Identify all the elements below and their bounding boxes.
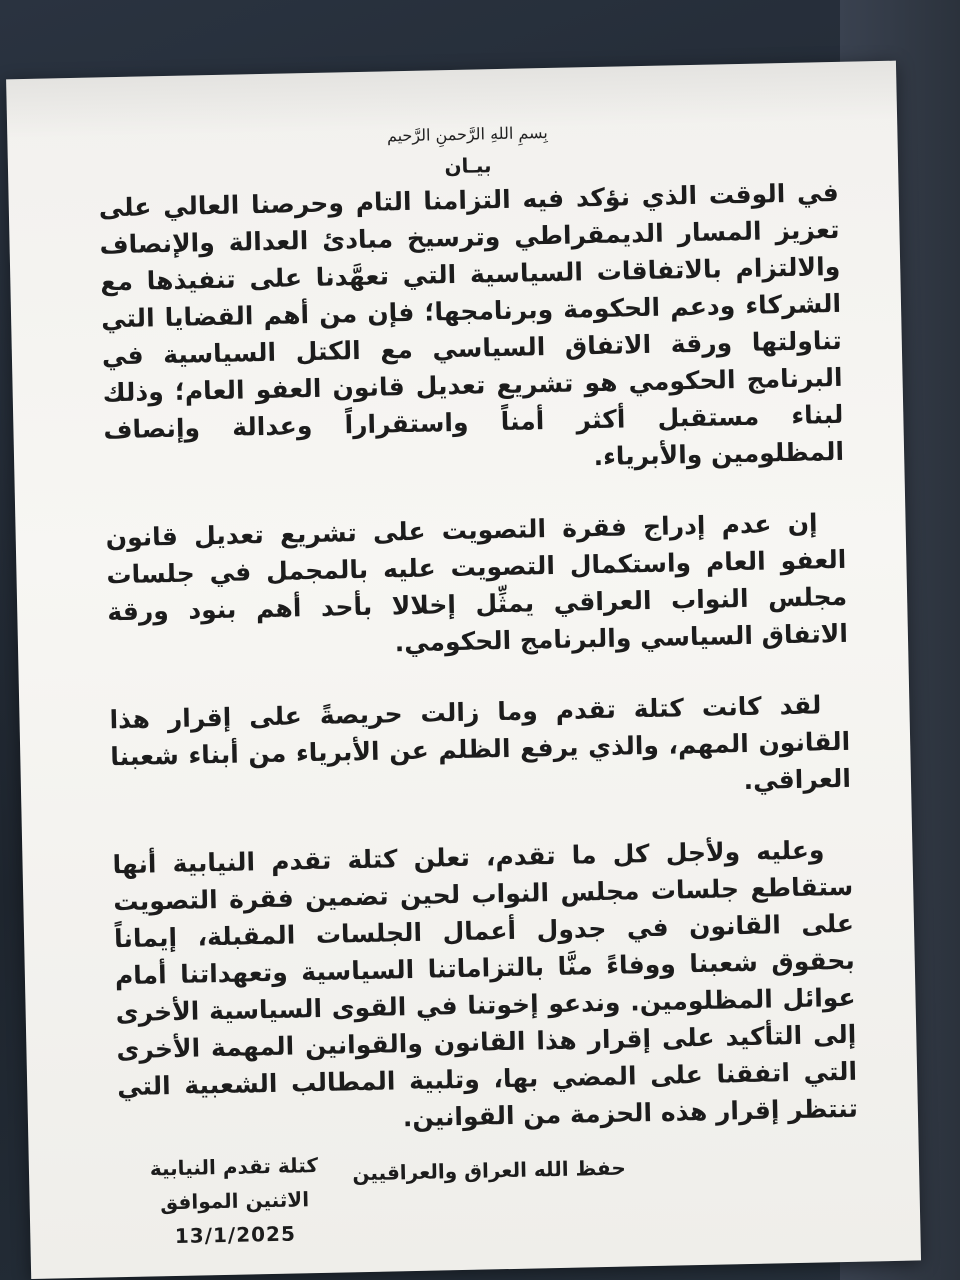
- signature-day: الاثنين الموافق: [159, 1187, 310, 1215]
- closing-line: حفظ الله العراق والعراقيين: [352, 1155, 626, 1186]
- paragraph-1: في الوقت الذي نؤكد فيه التزامنا التام وحرصنا العالي على تعزيز المسار الديمقراطي وترسيخ مبادئ العدالة والإنصاف والالتزام بالاتفاقات السياسية التي تعهَّدنا على تنفيذها مع الشركاء ودعم الحكومة وبرنامجها؛ فإن من أهم القضايا التي تناولتها ورقة الاتفاق السياسي مع الكتل السياسية في البرنامج الحكومي هو تشريع تعديل قانون العفو العام؛ وذلك لبناء مستقبل أكثر أمناً واستقراراً وعدالة وإنصاف المظلومين والأبرياء.: [98, 177, 845, 472]
- paragraph-3: لقد كانت كتلة تقدم وما زالت حريصةً على إقرار هذا القانون المهم، والذي يرفع الظلم عن الأبرياء من أبناء شعبنا العراقي.: [109, 690, 852, 796]
- paragraph-4: وعليه ولأجل كل ما تقدم، تعلن كتلة تقدم النيابية أنها ستقاطع جلسات مجلس النواب لحين تضمين فقرة التصويت على القانون في جدول أعمال الجلسات المقبلة، إيماناً بحقوق شعبنا ووفاءً منَّا بالتزاماتنا السياسية وتعهداتنا أمام عوائل المظلومين. وندعو إخوتنا في القوى السياسية الأخرى إلى التأكيد على إقرار هذا القانون والقوانين المهمة الأخرى التي اتفقنا على المضي بها، وتلبية المطالب الشعبية التي تنتظر إقرار هذه الحزمة من القوانين.: [112, 835, 859, 1133]
- signature-date: 13/1/2025: [174, 1221, 297, 1249]
- statement-body: [97, 117, 859, 1210]
- statement-heading: بيـان: [444, 153, 492, 179]
- paragraph-2: إن عدم إدراج فقرة التصويت على تشريع تعديل قانون العفو العام واستكمال التصويت عليه بالمجمل في جلسات مجلس النواب العراقي يمثِّل إخلالا بأحد أهم بنود ورقة الاتفاق السياسي والبرنامج الحكومي.: [105, 508, 849, 658]
- paper-sheet: [6, 61, 921, 1279]
- signature-block: [139, 1148, 331, 1254]
- signature-name: كتلة تقدم النيابية: [149, 1153, 319, 1181]
- basmala: بِسمِ اللهِ الرَّحمنِ الرَّحيم: [386, 122, 548, 146]
